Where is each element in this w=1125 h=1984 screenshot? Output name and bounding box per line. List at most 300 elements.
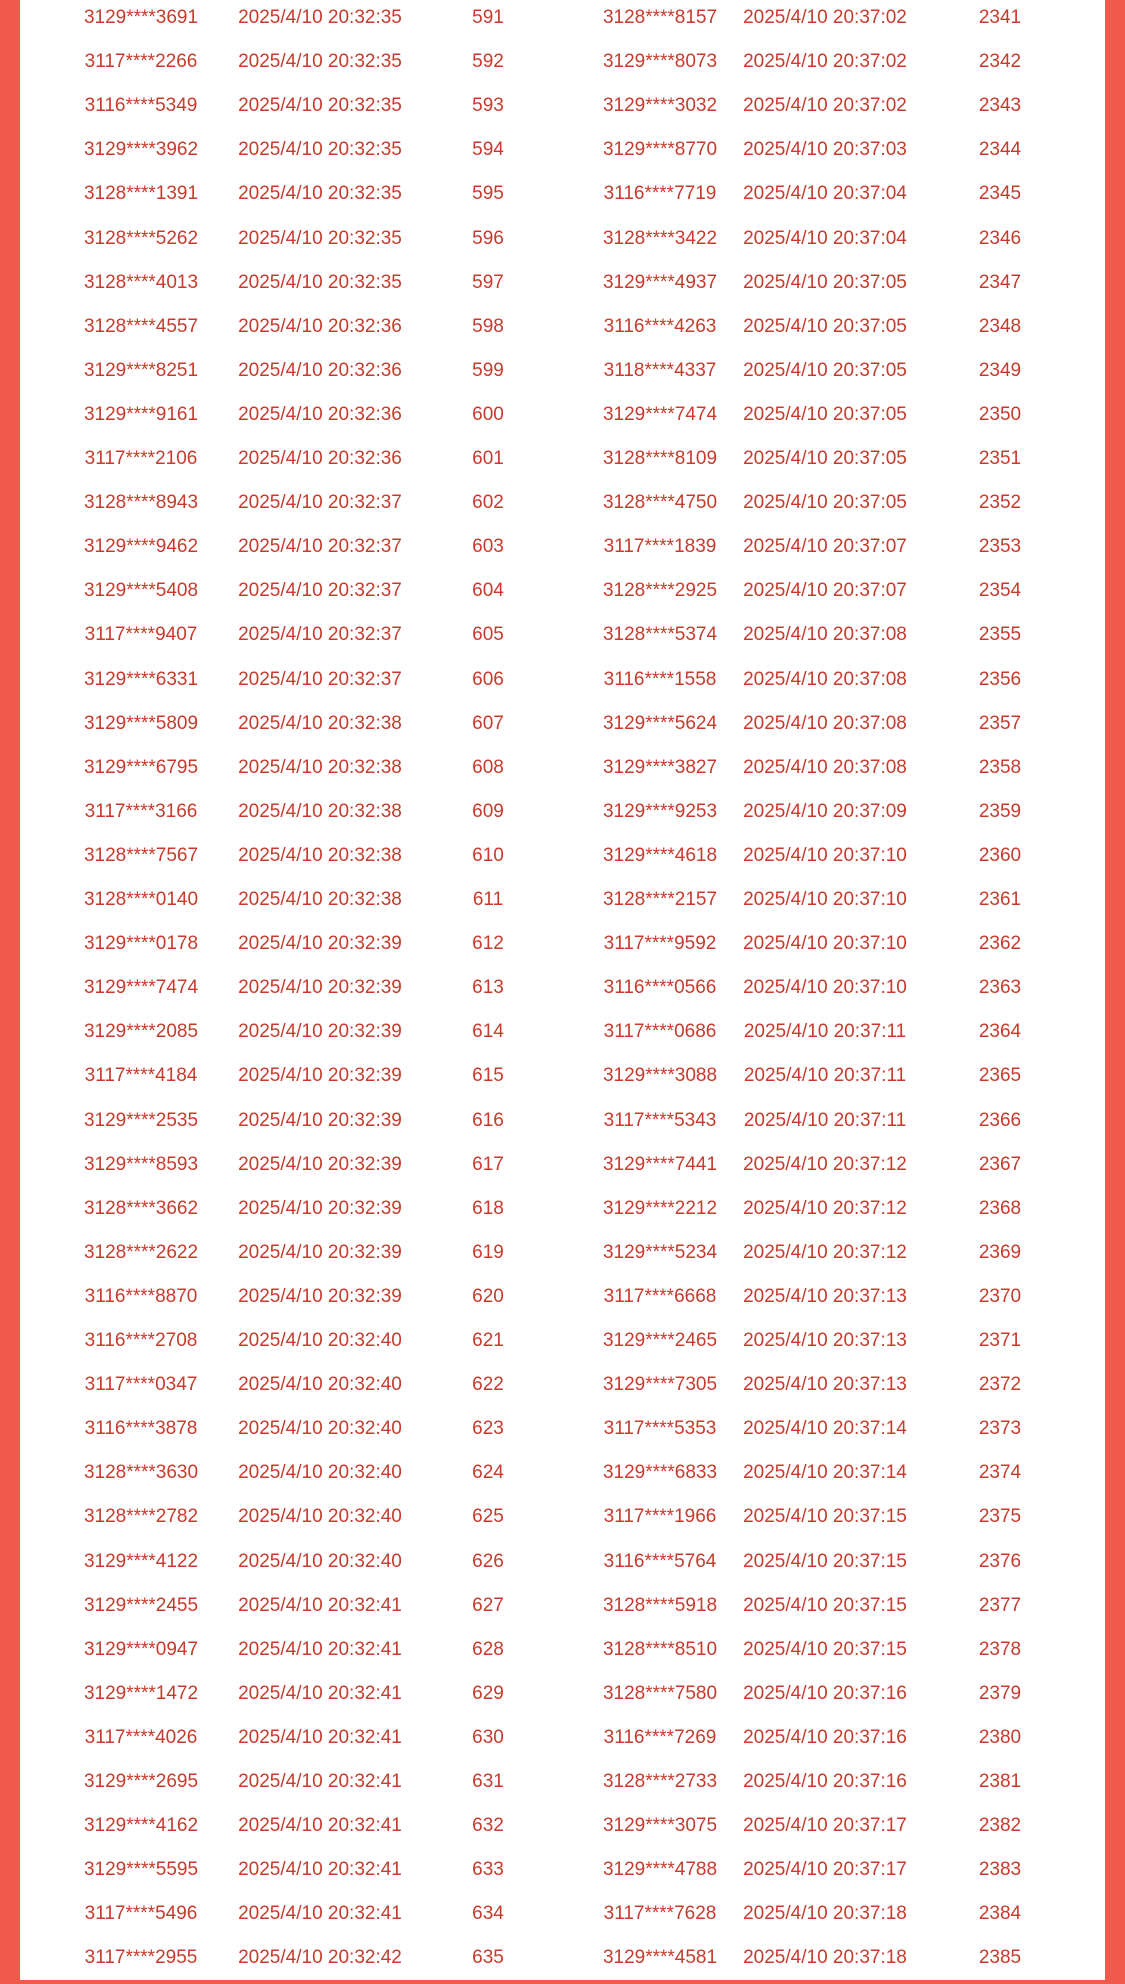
rank-number: 2373 xyxy=(978,1418,1022,1440)
user-id: 3129****8593 xyxy=(83,1153,199,1175)
user-id: 3129****3075 xyxy=(602,1815,718,1837)
user-id: 3117****1839 xyxy=(603,536,717,558)
rank-number: 603 xyxy=(472,536,504,558)
table-row xyxy=(20,1896,1105,1940)
timestamp: 2025/4/10 20:32:42 xyxy=(238,1947,402,1969)
rank-number: 601 xyxy=(472,448,504,469)
timestamp: 2025/4/10 20:37:10 xyxy=(743,933,907,955)
timestamp: 2025/4/10 20:37:02 xyxy=(743,95,907,117)
user-id: 3128****4557 xyxy=(83,315,199,337)
timestamp: 2025/4/10 20:32:41 xyxy=(238,1771,402,1792)
user-id: 3129****7474 xyxy=(602,403,718,425)
table-row xyxy=(20,485,1105,529)
user-id: 3128****8510 xyxy=(602,1638,718,1660)
user-id: 3129****2212 xyxy=(602,1197,718,1219)
timestamp: 2025/4/10 20:37:18 xyxy=(743,1947,907,1969)
rank-number: 625 xyxy=(472,1506,504,1528)
user-id: 3128****7580 xyxy=(602,1682,718,1704)
rank-number: 2357 xyxy=(978,712,1022,734)
table-row xyxy=(20,1720,1105,1764)
table-row xyxy=(20,1764,1105,1808)
timestamp: 2025/4/10 20:37:10 xyxy=(743,977,907,999)
timestamp: 2025/4/10 20:37:02 xyxy=(743,7,907,28)
table-row xyxy=(20,1235,1105,1279)
rank-number: 2351 xyxy=(978,448,1022,469)
timestamp: 2025/4/10 20:37:16 xyxy=(743,1726,907,1748)
user-id: 3129****9161 xyxy=(83,403,199,425)
timestamp: 2025/4/10 20:32:41 xyxy=(238,1638,402,1660)
timestamp: 2025/4/10 20:37:12 xyxy=(743,1153,907,1175)
timestamp: 2025/4/10 20:37:16 xyxy=(743,1682,907,1704)
timestamp: 2025/4/10 20:37:04 xyxy=(743,183,907,205)
rank-number: 2377 xyxy=(978,1594,1022,1616)
timestamp: 2025/4/10 20:32:35 xyxy=(238,7,402,28)
timestamp: 2025/4/10 20:37:08 xyxy=(743,668,907,690)
table-row xyxy=(20,1147,1105,1191)
timestamp: 2025/4/10 20:32:41 xyxy=(238,1815,402,1837)
rank-number: 630 xyxy=(472,1726,504,1748)
rank-number: 605 xyxy=(472,624,504,646)
rank-number: 2366 xyxy=(978,1109,1022,1131)
table-row xyxy=(20,44,1105,88)
user-id: 3129****4618 xyxy=(602,844,718,866)
timestamp: 2025/4/10 20:32:41 xyxy=(238,1859,402,1881)
user-id: 3116****4263 xyxy=(603,315,717,337)
table-row xyxy=(20,1455,1105,1499)
table-row xyxy=(20,970,1105,1014)
rank-number: 2380 xyxy=(978,1726,1022,1748)
timestamp: 2025/4/10 20:37:08 xyxy=(743,624,907,646)
rank-number: 2349 xyxy=(978,359,1022,381)
user-id: 3117****9592 xyxy=(603,933,717,955)
user-id: 3129****2465 xyxy=(602,1330,718,1351)
user-id: 3129****3962 xyxy=(83,139,199,161)
rank-number: 623 xyxy=(472,1418,504,1440)
timestamp: 2025/4/10 20:32:35 xyxy=(238,139,402,161)
rank-number: 596 xyxy=(472,227,504,249)
table-row xyxy=(20,1014,1105,1058)
user-id: 3129****3691 xyxy=(83,7,199,28)
user-id: 3129****2085 xyxy=(83,1021,199,1043)
table-row xyxy=(20,573,1105,617)
user-id: 3128****3630 xyxy=(83,1462,199,1484)
timestamp: 2025/4/10 20:32:36 xyxy=(238,315,402,337)
rank-number: 2365 xyxy=(978,1065,1022,1087)
user-id: 3129****0947 xyxy=(83,1638,199,1660)
rank-number: 628 xyxy=(472,1638,504,1660)
rank-number: 2367 xyxy=(978,1153,1022,1175)
table-row xyxy=(20,1852,1105,1896)
timestamp: 2025/4/10 20:32:41 xyxy=(238,1594,402,1616)
user-id: 3129****7441 xyxy=(602,1153,718,1175)
rank-number: 2379 xyxy=(978,1682,1022,1704)
timestamp: 2025/4/10 20:32:39 xyxy=(238,977,402,999)
table-row xyxy=(20,1279,1105,1323)
rank-number: 616 xyxy=(472,1109,504,1131)
rank-number: 2384 xyxy=(978,1903,1022,1925)
rank-number: 2358 xyxy=(978,756,1022,778)
table-row xyxy=(20,662,1105,706)
timestamp: 2025/4/10 20:37:11 xyxy=(743,1021,907,1043)
timestamp: 2025/4/10 20:32:38 xyxy=(238,800,402,822)
user-id: 3128****5262 xyxy=(83,227,199,249)
timestamp: 2025/4/10 20:32:38 xyxy=(238,756,402,778)
user-id: 3116****8870 xyxy=(84,1285,198,1307)
timestamp: 2025/4/10 20:32:36 xyxy=(238,359,402,381)
rank-number: 2368 xyxy=(978,1197,1022,1219)
user-id: 3129****7474 xyxy=(83,977,199,999)
user-id: 3128****8109 xyxy=(602,448,718,469)
timestamp: 2025/4/10 20:37:11 xyxy=(743,1065,907,1087)
timestamp: 2025/4/10 20:32:38 xyxy=(238,712,402,734)
rank-number: 2350 xyxy=(978,403,1022,425)
rank-number: 615 xyxy=(472,1065,504,1087)
rank-number: 608 xyxy=(472,756,504,778)
rank-number: 2344 xyxy=(978,139,1022,161)
user-id: 3129****4162 xyxy=(83,1815,199,1837)
user-id: 3117****1966 xyxy=(603,1506,717,1528)
user-id: 3117****4026 xyxy=(84,1726,198,1748)
user-id: 3129****5595 xyxy=(83,1859,199,1881)
user-id: 3128****7567 xyxy=(83,844,199,866)
rank-number: 606 xyxy=(472,668,504,690)
timestamp: 2025/4/10 20:37:04 xyxy=(743,227,907,249)
table-row xyxy=(20,1323,1105,1367)
table-row xyxy=(20,441,1105,485)
timestamp: 2025/4/10 20:32:36 xyxy=(238,448,402,469)
rank-number: 635 xyxy=(472,1947,504,1969)
table-row xyxy=(20,1191,1105,1235)
user-id: 3128****5918 xyxy=(602,1594,718,1616)
table-row xyxy=(20,353,1105,397)
timestamp: 2025/4/10 20:32:39 xyxy=(238,1021,402,1043)
table-row xyxy=(20,529,1105,573)
rank-number: 2348 xyxy=(978,315,1022,337)
rank-number: 624 xyxy=(472,1462,504,1484)
user-id: 3128****4013 xyxy=(83,271,199,293)
timestamp: 2025/4/10 20:37:02 xyxy=(743,51,907,73)
timestamp: 2025/4/10 20:37:16 xyxy=(743,1771,907,1792)
timestamp: 2025/4/10 20:32:37 xyxy=(238,492,402,514)
rank-number: 595 xyxy=(472,183,504,205)
ranking-list-panel[interactable] xyxy=(20,0,1105,1980)
timestamp: 2025/4/10 20:32:39 xyxy=(238,1153,402,1175)
timestamp: 2025/4/10 20:32:37 xyxy=(238,536,402,558)
timestamp: 2025/4/10 20:32:36 xyxy=(238,403,402,425)
table-row xyxy=(20,1676,1105,1720)
rank-number: 2342 xyxy=(978,51,1022,73)
timestamp: 2025/4/10 20:32:39 xyxy=(238,1109,402,1131)
timestamp: 2025/4/10 20:32:41 xyxy=(238,1682,402,1704)
rank-number: 618 xyxy=(472,1197,504,1219)
table-row xyxy=(20,1588,1105,1632)
user-id: 3128****3662 xyxy=(83,1197,199,1219)
table-row xyxy=(20,1367,1105,1411)
user-id: 3129****4937 xyxy=(602,271,718,293)
user-id: 3116****0566 xyxy=(603,977,717,999)
user-id: 3129****4122 xyxy=(83,1550,199,1572)
rank-number: 2354 xyxy=(978,580,1022,602)
rank-number: 2378 xyxy=(978,1638,1022,1660)
user-id: 3128****2733 xyxy=(602,1771,718,1792)
rank-number: 604 xyxy=(472,580,504,602)
timestamp: 2025/4/10 20:37:07 xyxy=(743,580,907,602)
rank-number: 2382 xyxy=(978,1815,1022,1837)
user-id: 3129****6833 xyxy=(602,1462,718,1484)
user-id: 3129****2695 xyxy=(83,1771,199,1792)
user-id: 3128****0140 xyxy=(83,889,199,910)
rank-number: 2347 xyxy=(978,271,1022,293)
user-id: 3129****5234 xyxy=(602,1241,718,1263)
timestamp: 2025/4/10 20:32:41 xyxy=(238,1726,402,1748)
user-id: 3129****9462 xyxy=(83,536,199,558)
timestamp: 2025/4/10 20:32:35 xyxy=(238,183,402,205)
rank-number: 610 xyxy=(472,844,504,866)
user-id: 3128****5374 xyxy=(602,624,718,646)
user-id: 3129****0178 xyxy=(83,933,199,955)
rank-number: 613 xyxy=(472,977,504,999)
rank-number: 612 xyxy=(472,933,504,955)
user-id: 3129****9253 xyxy=(602,800,718,822)
table-row xyxy=(20,838,1105,882)
table-row xyxy=(20,221,1105,265)
table-row xyxy=(20,309,1105,353)
timestamp: 2025/4/10 20:37:05 xyxy=(743,271,907,293)
rank-number: 592 xyxy=(472,51,504,73)
rank-number: 2352 xyxy=(978,492,1022,514)
timestamp: 2025/4/10 20:32:35 xyxy=(238,51,402,73)
rank-number: 2345 xyxy=(978,183,1022,205)
timestamp: 2025/4/10 20:32:39 xyxy=(238,1065,402,1087)
user-id: 3117****5353 xyxy=(603,1418,717,1440)
timestamp: 2025/4/10 20:37:13 xyxy=(743,1285,907,1307)
timestamp: 2025/4/10 20:37:15 xyxy=(743,1550,907,1572)
rank-number: 2370 xyxy=(978,1285,1022,1307)
timestamp: 2025/4/10 20:32:39 xyxy=(238,1241,402,1263)
rank-number: 2359 xyxy=(978,800,1022,822)
timestamp: 2025/4/10 20:37:10 xyxy=(743,889,907,910)
rank-number: 2363 xyxy=(978,977,1022,999)
user-id: 3117****3166 xyxy=(84,800,198,822)
timestamp: 2025/4/10 20:37:05 xyxy=(743,359,907,381)
rank-number: 2383 xyxy=(978,1859,1022,1881)
user-id: 3117****2955 xyxy=(84,1947,198,1969)
table-row xyxy=(20,1544,1105,1588)
rank-number: 591 xyxy=(472,7,504,28)
timestamp: 2025/4/10 20:37:07 xyxy=(743,536,907,558)
rank-number: 2364 xyxy=(978,1021,1022,1043)
table-row xyxy=(20,794,1105,838)
user-id: 3128****2925 xyxy=(602,580,718,602)
rank-number: 633 xyxy=(472,1859,504,1881)
user-id: 3129****7305 xyxy=(602,1374,718,1396)
user-id: 3129****4581 xyxy=(602,1947,718,1969)
timestamp: 2025/4/10 20:32:40 xyxy=(238,1462,402,1484)
timestamp: 2025/4/10 20:37:05 xyxy=(743,492,907,514)
rank-number: 2361 xyxy=(978,889,1022,910)
rank-number: 2353 xyxy=(978,536,1022,558)
table-row xyxy=(20,882,1105,926)
timestamp: 2025/4/10 20:32:39 xyxy=(238,933,402,955)
timestamp: 2025/4/10 20:37:12 xyxy=(743,1197,907,1219)
timestamp: 2025/4/10 20:32:37 xyxy=(238,668,402,690)
timestamp: 2025/4/10 20:37:13 xyxy=(743,1330,907,1351)
user-id: 3117****0347 xyxy=(84,1374,198,1396)
rank-number: 622 xyxy=(472,1374,504,1396)
user-id: 3117****2106 xyxy=(84,448,198,469)
timestamp: 2025/4/10 20:37:18 xyxy=(743,1903,907,1925)
rank-number: 631 xyxy=(472,1771,504,1792)
user-id: 3129****6795 xyxy=(83,756,199,778)
timestamp: 2025/4/10 20:37:09 xyxy=(743,800,907,822)
timestamp: 2025/4/10 20:37:17 xyxy=(743,1859,907,1881)
rank-number: 2356 xyxy=(978,668,1022,690)
user-id: 3129****2455 xyxy=(83,1594,199,1616)
timestamp: 2025/4/10 20:32:38 xyxy=(238,889,402,910)
rank-number: 2341 xyxy=(978,7,1022,28)
table-row xyxy=(20,1940,1105,1984)
user-id: 3128****1391 xyxy=(83,183,199,205)
user-id: 3116****1558 xyxy=(603,668,717,690)
user-id: 3128****8157 xyxy=(602,7,718,28)
user-id: 3128****4750 xyxy=(602,492,718,514)
rank-number: 2375 xyxy=(978,1506,1022,1528)
timestamp: 2025/4/10 20:32:37 xyxy=(238,624,402,646)
user-id: 3129****1472 xyxy=(83,1682,199,1704)
rank-number: 627 xyxy=(472,1594,504,1616)
table-row xyxy=(20,132,1105,176)
timestamp: 2025/4/10 20:32:37 xyxy=(238,580,402,602)
user-id: 3129****3032 xyxy=(602,95,718,117)
rank-number: 619 xyxy=(472,1241,504,1263)
timestamp: 2025/4/10 20:37:05 xyxy=(743,448,907,469)
timestamp: 2025/4/10 20:32:40 xyxy=(238,1550,402,1572)
timestamp: 2025/4/10 20:37:03 xyxy=(743,139,907,161)
table-row xyxy=(20,88,1105,132)
user-id: 3117****7628 xyxy=(603,1903,717,1925)
table-row xyxy=(20,0,1105,44)
rank-number: 2385 xyxy=(978,1947,1022,1969)
timestamp: 2025/4/10 20:32:38 xyxy=(238,844,402,866)
rank-number: 2362 xyxy=(978,933,1022,955)
rank-number: 2381 xyxy=(978,1771,1022,1792)
rank-number: 2346 xyxy=(978,227,1022,249)
user-id: 3129****8251 xyxy=(83,359,199,381)
rank-number: 621 xyxy=(472,1330,504,1351)
table-row xyxy=(20,706,1105,750)
timestamp: 2025/4/10 20:32:39 xyxy=(238,1285,402,1307)
user-id: 3129****2535 xyxy=(83,1109,199,1131)
timestamp: 2025/4/10 20:37:15 xyxy=(743,1638,907,1660)
user-id: 3117****4184 xyxy=(84,1065,198,1087)
timestamp: 2025/4/10 20:37:17 xyxy=(743,1815,907,1837)
timestamp: 2025/4/10 20:37:12 xyxy=(743,1241,907,1263)
user-id: 3117****6668 xyxy=(603,1285,717,1307)
table-row xyxy=(20,1103,1105,1147)
user-id: 3118****4337 xyxy=(603,359,717,381)
rank-number: 597 xyxy=(472,271,504,293)
timestamp: 2025/4/10 20:37:14 xyxy=(743,1462,907,1484)
rank-number: 607 xyxy=(472,712,504,734)
user-id: 3116****3878 xyxy=(84,1418,198,1440)
user-id: 3129****3827 xyxy=(602,756,718,778)
timestamp: 2025/4/10 20:37:10 xyxy=(743,844,907,866)
rank-number: 2360 xyxy=(978,844,1022,866)
user-id: 3117****9407 xyxy=(84,624,198,646)
timestamp: 2025/4/10 20:32:35 xyxy=(238,227,402,249)
rank-number: 632 xyxy=(472,1815,504,1837)
rank-number: 599 xyxy=(472,359,504,381)
user-id: 3116****5349 xyxy=(84,95,198,117)
timestamp: 2025/4/10 20:32:40 xyxy=(238,1374,402,1396)
rank-number: 2371 xyxy=(978,1330,1022,1351)
timestamp: 2025/4/10 20:37:14 xyxy=(743,1418,907,1440)
table-row xyxy=(20,1411,1105,1455)
timestamp: 2025/4/10 20:37:15 xyxy=(743,1594,907,1616)
user-id: 3128****8943 xyxy=(83,492,199,514)
rank-number: 602 xyxy=(472,492,504,514)
timestamp: 2025/4/10 20:37:13 xyxy=(743,1374,907,1396)
user-id: 3129****8073 xyxy=(602,51,718,73)
user-id: 3129****4788 xyxy=(602,1859,718,1881)
table-row xyxy=(20,617,1105,661)
rank-number: 2374 xyxy=(978,1462,1022,1484)
rank-number: 2355 xyxy=(978,624,1022,646)
rank-number: 634 xyxy=(472,1903,504,1925)
table-row xyxy=(20,1632,1105,1676)
rank-number: 611 xyxy=(472,889,504,910)
timestamp: 2025/4/10 20:37:08 xyxy=(743,756,907,778)
table-row xyxy=(20,1058,1105,1102)
user-id: 3117****0686 xyxy=(603,1021,717,1043)
user-id: 3117****5343 xyxy=(603,1109,717,1131)
user-id: 3128****2622 xyxy=(83,1241,199,1263)
table-row xyxy=(20,397,1105,441)
timestamp: 2025/4/10 20:32:35 xyxy=(238,95,402,117)
timestamp: 2025/4/10 20:37:08 xyxy=(743,712,907,734)
table-row xyxy=(20,926,1105,970)
rank-number: 594 xyxy=(472,139,504,161)
rank-number: 2372 xyxy=(978,1374,1022,1396)
timestamp: 2025/4/10 20:32:39 xyxy=(238,1197,402,1219)
user-id: 3128****3422 xyxy=(602,227,718,249)
user-id: 3129****6331 xyxy=(83,668,199,690)
rank-number: 626 xyxy=(472,1550,504,1572)
user-id: 3128****2157 xyxy=(602,889,718,910)
rank-number: 2369 xyxy=(978,1241,1022,1263)
user-id: 3116****7719 xyxy=(603,183,717,205)
rank-number: 598 xyxy=(472,315,504,337)
user-id: 3129****3088 xyxy=(602,1065,718,1087)
timestamp: 2025/4/10 20:37:05 xyxy=(743,315,907,337)
user-id: 3129****5809 xyxy=(83,712,199,734)
table-row xyxy=(20,1808,1105,1852)
table-row xyxy=(20,265,1105,309)
user-id: 3129****5408 xyxy=(83,580,199,602)
rank-number: 629 xyxy=(472,1682,504,1704)
user-id: 3116****5764 xyxy=(603,1550,717,1572)
user-id: 3117****5496 xyxy=(84,1903,198,1925)
user-id: 3128****2782 xyxy=(83,1506,199,1528)
timestamp: 2025/4/10 20:32:40 xyxy=(238,1418,402,1440)
rank-number: 2376 xyxy=(978,1550,1022,1572)
table-row xyxy=(20,750,1105,794)
user-id: 3116****2708 xyxy=(84,1330,198,1351)
timestamp: 2025/4/10 20:37:11 xyxy=(743,1109,907,1131)
timestamp: 2025/4/10 20:37:15 xyxy=(743,1506,907,1528)
rank-number: 609 xyxy=(472,800,504,822)
timestamp: 2025/4/10 20:32:40 xyxy=(238,1330,402,1351)
